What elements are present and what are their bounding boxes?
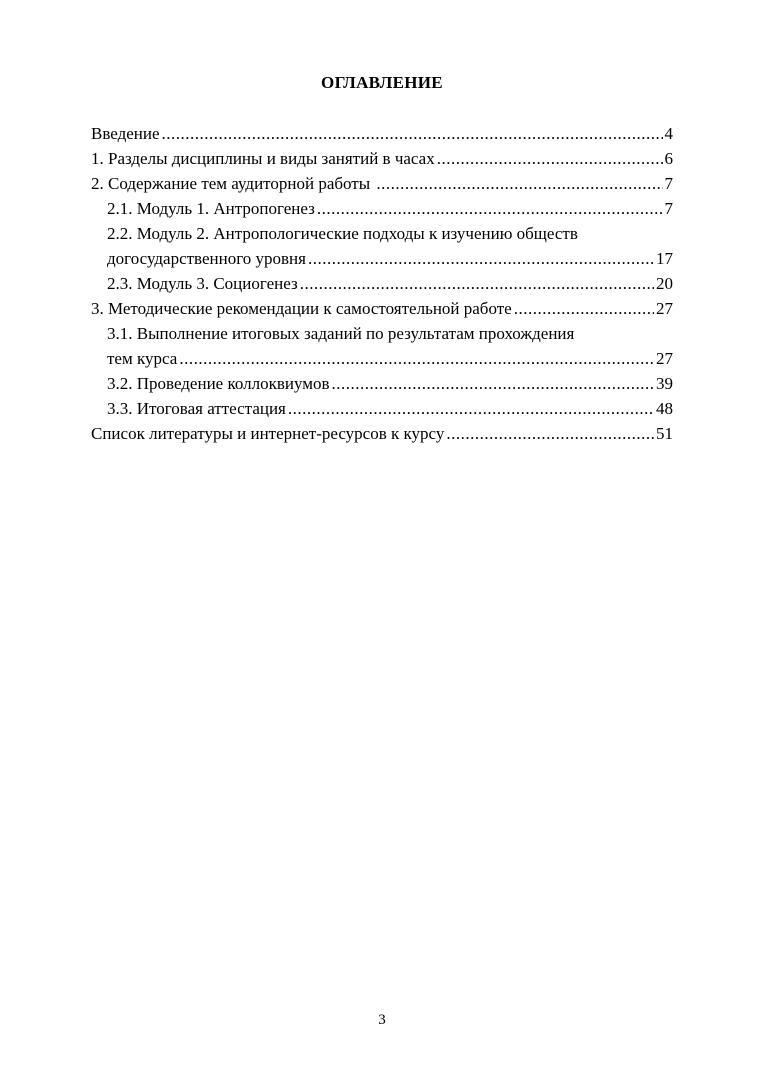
- toc-entry-section-3-2[interactable]: [91, 371, 673, 396]
- dot-leader: [332, 371, 654, 396]
- toc-entry-label: Введение: [91, 124, 160, 143]
- toc-entry-label: 2.3. Модуль 3. Социогенез: [107, 274, 298, 293]
- toc-entry-page: 27: [656, 299, 673, 318]
- toc-entry-page: 20: [656, 274, 673, 293]
- toc-entry-section-3-1[interactable]: [91, 346, 673, 371]
- toc-entry-page: 39: [656, 374, 673, 393]
- toc-entry-section-2-3[interactable]: [91, 271, 673, 296]
- toc-entry-references[interactable]: [91, 421, 673, 446]
- toc-title: ОГЛАВЛЕНИЕ: [321, 73, 443, 92]
- toc-entry-section-3[interactable]: [91, 296, 673, 321]
- dot-leader: [179, 346, 654, 371]
- toc-entry-page: 4: [664, 124, 673, 143]
- toc-entry-section-1[interactable]: [91, 146, 673, 171]
- dot-leader: [514, 296, 654, 321]
- toc-entry-introduction[interactable]: [91, 121, 673, 146]
- toc-entry-label: 3.2. Проведение коллоквиумов: [107, 374, 330, 393]
- toc-entry-page: 17: [656, 249, 673, 268]
- toc-entry-page: 7: [664, 174, 673, 193]
- dot-leader: [162, 121, 663, 146]
- toc-entry-label: догосударственного уровня: [107, 249, 306, 268]
- toc-entry-page: 6: [664, 149, 673, 168]
- toc-entry-section-2-1[interactable]: [91, 196, 673, 221]
- toc-entry-section-2[interactable]: [91, 171, 673, 196]
- toc-entry-section-3-1-line1[interactable]: 3.1. Выполнение итоговых заданий по результатам прохождения: [107, 324, 575, 343]
- dot-leader: [446, 421, 654, 446]
- dot-leader: [300, 271, 654, 296]
- dot-leader: [437, 146, 663, 171]
- toc-entry-section-2-2[interactable]: [91, 246, 673, 271]
- toc-entry-label: 2. Содержание тем аудиторной работы: [91, 174, 375, 193]
- toc-entry-label: тем курса: [107, 349, 178, 368]
- page-number: 3: [378, 1012, 386, 1028]
- dot-leader: [317, 196, 663, 221]
- toc-entry-label: Список литературы и интернет-ресурсов к курсу: [91, 424, 445, 443]
- toc-entry-label: 3. Методические рекомендации к самостоятельной работе: [91, 299, 512, 318]
- toc-entry-page: 51: [656, 424, 673, 443]
- dot-leader: [376, 171, 662, 196]
- toc-entry-page: 27: [656, 349, 673, 368]
- toc-entry-label: 2.1. Модуль 1. Антропогенез: [107, 199, 315, 218]
- toc-entry-page: 48: [656, 399, 673, 418]
- toc-entry-page: 7: [664, 199, 673, 218]
- toc-entry-section-2-2-line1[interactable]: 2.2. Модуль 2. Антропологические подходы к изучению обществ: [107, 224, 578, 243]
- table-of-contents: [91, 121, 673, 446]
- toc-entry-label: 1. Разделы дисциплины и виды занятий в часах: [91, 149, 435, 168]
- dot-leader: [288, 396, 654, 421]
- dot-leader: [308, 246, 654, 271]
- toc-entry-label: 3.3. Итоговая аттестация: [107, 399, 286, 418]
- toc-entry-section-3-3[interactable]: [91, 396, 673, 421]
